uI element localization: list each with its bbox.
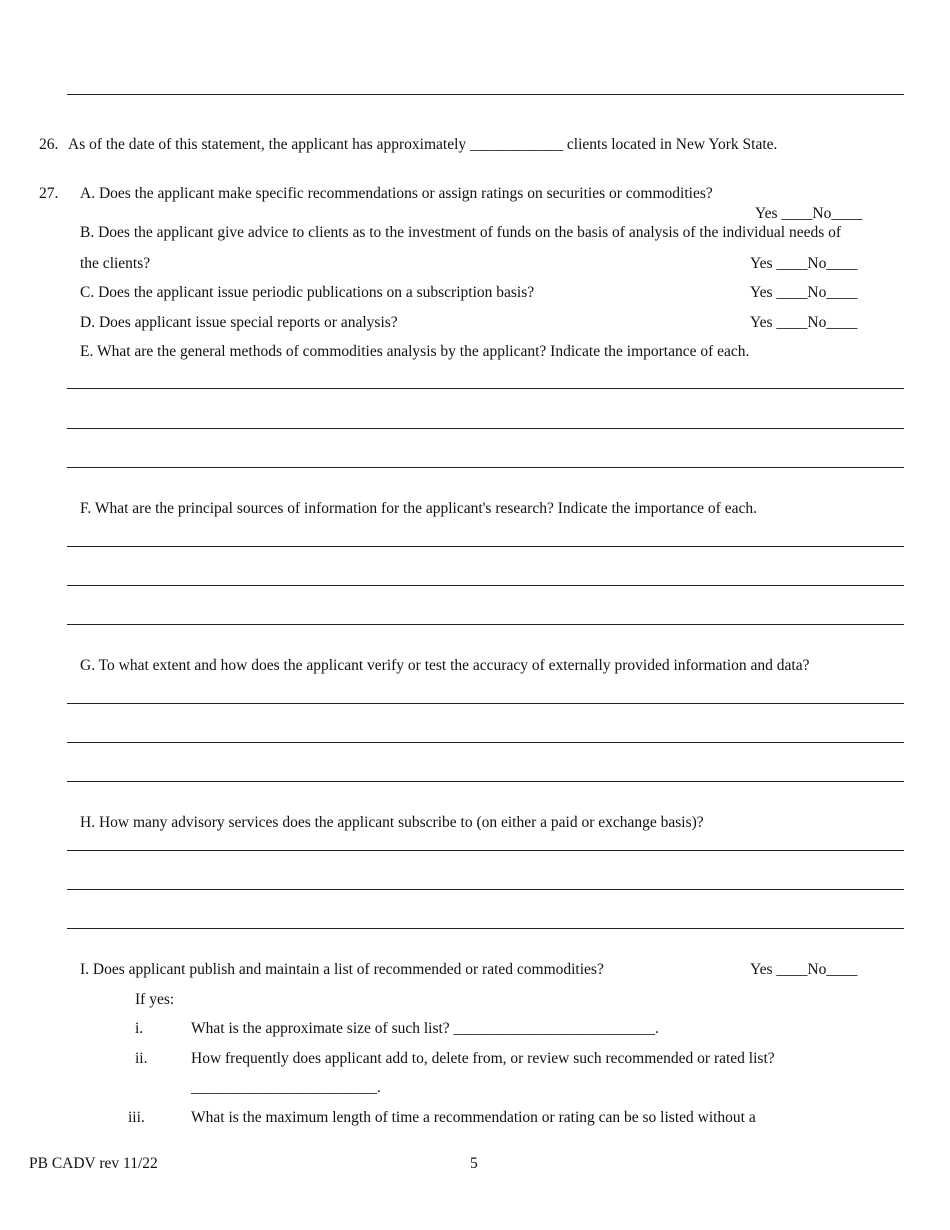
q27h-answer-line-2[interactable] <box>67 889 904 890</box>
q27e-text: E. What are the general methods of commodities analysis by the applicant? Indicate the importance of each. <box>80 343 750 360</box>
q27f-answer-line-1[interactable] <box>67 546 904 547</box>
q27i-if-yes: If yes: <box>135 991 175 1008</box>
q27h-answer-line-1[interactable] <box>67 850 904 851</box>
answer-line-top <box>67 94 904 95</box>
q27c-yes-no[interactable]: Yes ____No____ <box>750 284 858 301</box>
q26-client-count-blank[interactable]: ____________ <box>470 136 564 153</box>
q27g-answer-line-2[interactable] <box>67 742 904 743</box>
q27h-text: H. How many advisory services does the applicant subscribe to (on either a paid or exchange basis)? <box>80 814 704 831</box>
q27i-sub-iii-text: What is the maximum length of time a recommendation or rating can be so listed without a <box>191 1109 756 1126</box>
q27d-yes-no[interactable]: Yes ____No____ <box>750 314 858 331</box>
q27i-sub-i-number: i. <box>135 1020 144 1037</box>
q27b-text-line1: B. Does the applicant give advice to clients as to the investment of funds on the basis of analysis of the individual needs of <box>80 224 842 241</box>
q27f-text: F. What are the principal sources of information for the applicant's research? Indicate the importance of each. <box>80 500 757 517</box>
q27h-answer-line-3[interactable] <box>67 928 904 929</box>
q27e-answer-line-3[interactable] <box>67 467 904 468</box>
q27i-yes-no[interactable]: Yes ____No____ <box>750 961 858 978</box>
q27f-answer-line-2[interactable] <box>67 585 904 586</box>
q27e-answer-line-2[interactable] <box>67 428 904 429</box>
q26-text-before: As of the date of this statement, the applicant has approximately <box>68 136 467 153</box>
q27i-sub-ii-number: ii. <box>135 1050 148 1067</box>
q27i-sub-ii-blank[interactable]: ________________________. <box>191 1079 381 1096</box>
q26-text-after: clients located in New York State. <box>566 136 778 153</box>
q26-text <box>68 136 777 154</box>
q27i-text: I. Does applicant publish and maintain a list of recommended or rated commodities? <box>80 961 604 978</box>
q27g-text: G. To what extent and how does the applicant verify or test the accuracy of externally provided information and data? <box>80 657 810 674</box>
q27i-sub-ii-text: How frequently does applicant add to, delete from, or review such recommended or rated list? <box>191 1050 775 1067</box>
q27a-yes-no[interactable]: Yes ____No____ <box>755 205 863 222</box>
q27b-yes-no[interactable]: Yes ____No____ <box>750 255 858 272</box>
q27i-sub-i-text[interactable]: What is the approximate size of such list? __________________________. <box>191 1020 659 1037</box>
footer-page-number: 5 <box>470 1155 478 1172</box>
q27b-text-line2: the clients? <box>80 255 151 272</box>
q27g-answer-line-1[interactable] <box>67 703 904 704</box>
q27g-answer-line-3[interactable] <box>67 781 904 782</box>
q26-number: 26. <box>39 136 59 153</box>
q27e-answer-line-1[interactable] <box>67 388 904 389</box>
q27-number: 27. <box>39 185 59 202</box>
q27f-answer-line-3[interactable] <box>67 624 904 625</box>
q27a-text: A. Does the applicant make specific recommendations or assign ratings on securities or commodities? <box>80 185 713 202</box>
q27d-text: D. Does applicant issue special reports or analysis? <box>80 314 398 331</box>
q27i-sub-iii-number: iii. <box>128 1109 145 1126</box>
q27c-text: C. Does the applicant issue periodic publications on a subscription basis? <box>80 284 535 301</box>
footer-form-id: PB CADV rev 11/22 <box>29 1155 158 1172</box>
